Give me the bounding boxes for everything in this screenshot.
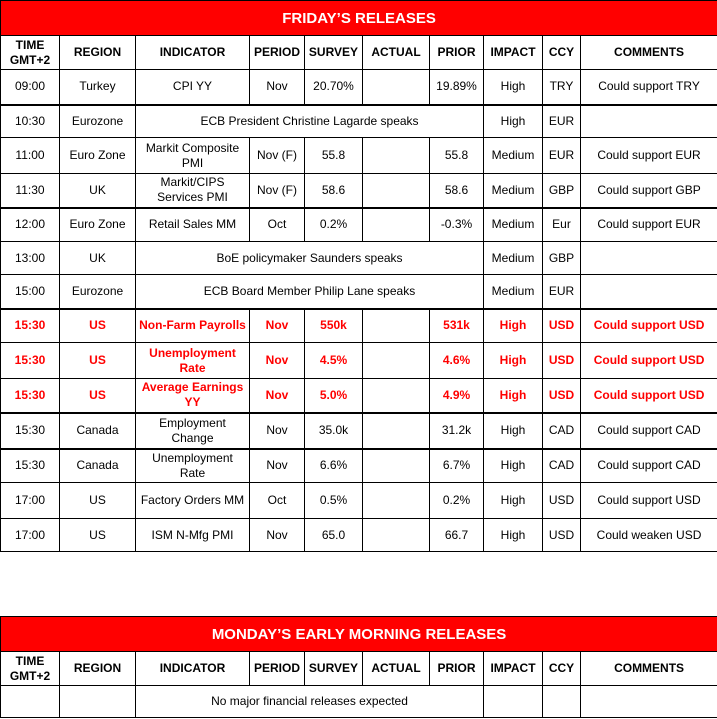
cell-period: Nov (F): [250, 174, 305, 208]
header-survey: SURVEY: [305, 36, 363, 70]
table-row: [1, 449, 717, 483]
cell-period: Oct: [250, 483, 305, 519]
cell-actual: [363, 174, 430, 208]
cell-impact: Medium: [484, 174, 543, 208]
header-period: PERIOD: [250, 652, 305, 686]
table-row: [1, 275, 717, 309]
cell-indicator: Non-Farm Payrolls: [136, 309, 250, 343]
cell-prior: 6.7%: [430, 449, 484, 483]
cell-comments: Could support GBP: [581, 174, 717, 208]
cell-survey: 6.6%: [305, 449, 363, 483]
cell-region: Euro Zone: [60, 138, 136, 174]
table-row: [1, 70, 717, 105]
cell-time: 11:00: [1, 138, 60, 174]
cell-survey: 58.6: [305, 174, 363, 208]
table-row: [1, 483, 717, 519]
cell-actual: [363, 70, 430, 105]
cell-actual: [363, 138, 430, 174]
cell-region: Eurozone: [60, 275, 136, 309]
header-indicator: INDICATOR: [136, 652, 250, 686]
header-time: TIME GMT+2: [1, 36, 60, 70]
header-prior: PRIOR: [430, 36, 484, 70]
cell-indicator: Average Earnings YY: [136, 379, 250, 413]
table-row: [1, 519, 717, 552]
cell-prior: 58.6: [430, 174, 484, 208]
cell-indicator: BoE policymaker Saunders speaks: [136, 242, 484, 275]
cell-ccy: EUR: [543, 275, 581, 309]
cell-period: Nov: [250, 379, 305, 413]
cell-period: Oct: [250, 208, 305, 242]
cell-period: Nov: [250, 70, 305, 105]
cell-ccy: USD: [543, 519, 581, 552]
cell-comments: [581, 275, 717, 309]
cell-survey: 5.0%: [305, 379, 363, 413]
cell-prior: 4.6%: [430, 343, 484, 379]
cell-prior: 55.8: [430, 138, 484, 174]
cell-survey: 0.5%: [305, 483, 363, 519]
cell-impact: High: [484, 413, 543, 449]
cell-comments: [581, 242, 717, 275]
cell-impact: Medium: [484, 275, 543, 309]
cell-actual: [363, 483, 430, 519]
cell-period: Nov (F): [250, 138, 305, 174]
cell-period: Nov: [250, 343, 305, 379]
cell-ccy: [543, 686, 581, 718]
header-ccy: CCY: [543, 652, 581, 686]
cell-impact: Medium: [484, 242, 543, 275]
friday-title: FRIDAY’S RELEASES: [1, 1, 717, 36]
cell-actual: [363, 413, 430, 449]
cell-comments: Could support USD: [581, 379, 717, 413]
cell-ccy: GBP: [543, 242, 581, 275]
cell-impact: High: [484, 483, 543, 519]
cell-ccy: USD: [543, 483, 581, 519]
cell-region: UK: [60, 242, 136, 275]
table-row: [1, 242, 717, 275]
cell-time: 13:00: [1, 242, 60, 275]
table-row: [1, 379, 717, 413]
cell-indicator: Markit Composite PMI: [136, 138, 250, 174]
header-region: REGION: [60, 652, 136, 686]
cell-comments: Could support CAD: [581, 413, 717, 449]
header-region: REGION: [60, 36, 136, 70]
table-row: [1, 309, 717, 343]
header-time: TIME GMT+2: [1, 652, 60, 686]
cell-indicator: Markit/CIPS Services PMI: [136, 174, 250, 208]
cell-prior: -0.3%: [430, 208, 484, 242]
cell-time: 15:30: [1, 413, 60, 449]
cell-indicator: ECB Board Member Philip Lane speaks: [136, 275, 484, 309]
cell-ccy: Eur: [543, 208, 581, 242]
header-comments: COMMENTS: [581, 652, 717, 686]
cell-ccy: USD: [543, 343, 581, 379]
cell-period: Nov: [250, 449, 305, 483]
header-prior: PRIOR: [430, 652, 484, 686]
cell-prior: 66.7: [430, 519, 484, 552]
cell-ccy: GBP: [543, 174, 581, 208]
header-actual: ACTUAL: [363, 652, 430, 686]
cell-prior: 531k: [430, 309, 484, 343]
cell-time: 11:30: [1, 174, 60, 208]
cell-impact: High: [484, 70, 543, 105]
cell-region: US: [60, 379, 136, 413]
table-row: [1, 138, 717, 174]
cell-ccy: TRY: [543, 70, 581, 105]
cell-time: 15:00: [1, 275, 60, 309]
cell-time: 09:00: [1, 70, 60, 105]
header-actual: ACTUAL: [363, 36, 430, 70]
cell-survey: 65.0: [305, 519, 363, 552]
cell-time: [1, 686, 60, 718]
cell-ccy: EUR: [543, 138, 581, 174]
cell-impact: High: [484, 105, 543, 138]
cell-actual: [363, 343, 430, 379]
cell-region: US: [60, 343, 136, 379]
cell-time: 17:00: [1, 519, 60, 552]
cell-comments: [581, 105, 717, 138]
cell-indicator: Unemployment Rate: [136, 343, 250, 379]
cell-time: 10:30: [1, 105, 60, 138]
cell-impact: Medium: [484, 138, 543, 174]
cell-indicator: Retail Sales MM: [136, 208, 250, 242]
cell-ccy: USD: [543, 309, 581, 343]
cell-indicator: Factory Orders MM: [136, 483, 250, 519]
cell-prior: 19.89%: [430, 70, 484, 105]
cell-prior: 31.2k: [430, 413, 484, 449]
cell-comments: Could support USD: [581, 483, 717, 519]
cell-comments: Could support TRY: [581, 70, 717, 105]
cell-region: [60, 686, 136, 718]
cell-survey: 4.5%: [305, 343, 363, 379]
cell-region: US: [60, 309, 136, 343]
cell-comments: Could support EUR: [581, 208, 717, 242]
monday-header-row: [1, 652, 717, 686]
cell-actual: [363, 449, 430, 483]
cell-region: Eurozone: [60, 105, 136, 138]
cell-indicator: ECB President Christine Lagarde speaks: [136, 105, 484, 138]
cell-time: 15:30: [1, 343, 60, 379]
cell-impact: High: [484, 379, 543, 413]
cell-survey: 550k: [305, 309, 363, 343]
cell-comments: Could support EUR: [581, 138, 717, 174]
cell-comments: Could support USD: [581, 343, 717, 379]
cell-time: 12:00: [1, 208, 60, 242]
cell-period: Nov: [250, 413, 305, 449]
monday-note: No major financial releases expected: [136, 686, 484, 718]
cell-actual: [363, 379, 430, 413]
cell-impact: High: [484, 449, 543, 483]
cell-impact: High: [484, 519, 543, 552]
header-period: PERIOD: [250, 36, 305, 70]
header-impact: IMPACT: [484, 36, 543, 70]
cell-survey: 0.2%: [305, 208, 363, 242]
cell-ccy: USD: [543, 379, 581, 413]
cell-actual: [363, 208, 430, 242]
cell-region: Euro Zone: [60, 208, 136, 242]
cell-region: Canada: [60, 449, 136, 483]
cell-comments: Could support USD: [581, 309, 717, 343]
cell-region: Turkey: [60, 70, 136, 105]
cell-ccy: CAD: [543, 449, 581, 483]
cell-region: US: [60, 483, 136, 519]
cell-region: UK: [60, 174, 136, 208]
cell-indicator: Unemployment Rate: [136, 449, 250, 483]
header-survey: SURVEY: [305, 652, 363, 686]
table-row: [1, 174, 717, 208]
header-indicator: INDICATOR: [136, 36, 250, 70]
cell-actual: [363, 519, 430, 552]
cell-impact: High: [484, 343, 543, 379]
cell-comments: Could support CAD: [581, 449, 717, 483]
cell-survey: 20.70%: [305, 70, 363, 105]
cell-time: 15:30: [1, 379, 60, 413]
cell-indicator: CPI YY: [136, 70, 250, 105]
cell-actual: [363, 309, 430, 343]
header-comments: COMMENTS: [581, 36, 717, 70]
cell-region: Canada: [60, 413, 136, 449]
table-row: [1, 413, 717, 449]
cell-prior: 0.2%: [430, 483, 484, 519]
header-ccy: CCY: [543, 36, 581, 70]
cell-ccy: EUR: [543, 105, 581, 138]
cell-comments: Could weaken USD: [581, 519, 717, 552]
cell-time: 17:00: [1, 483, 60, 519]
cell-time: 15:30: [1, 449, 60, 483]
cell-impact: Medium: [484, 208, 543, 242]
cell-survey: 55.8: [305, 138, 363, 174]
cell-indicator: Employment Change: [136, 413, 250, 449]
table-row: [1, 208, 717, 242]
header-impact: IMPACT: [484, 652, 543, 686]
cell-indicator: ISM N-Mfg PMI: [136, 519, 250, 552]
friday-header-row: [1, 36, 717, 70]
cell-comments: [581, 686, 717, 718]
cell-period: Nov: [250, 519, 305, 552]
monday-note-row: [1, 686, 717, 718]
cell-ccy: CAD: [543, 413, 581, 449]
table-row: [1, 105, 717, 138]
table-row: [1, 343, 717, 379]
cell-time: 15:30: [1, 309, 60, 343]
cell-impact: [484, 686, 543, 718]
cell-region: US: [60, 519, 136, 552]
cell-prior: 4.9%: [430, 379, 484, 413]
cell-impact: High: [484, 309, 543, 343]
monday-title: MONDAY’S EARLY MORNING RELEASES: [1, 617, 717, 652]
monday-releases-table: [0, 616, 717, 718]
cell-period: Nov: [250, 309, 305, 343]
cell-survey: 35.0k: [305, 413, 363, 449]
